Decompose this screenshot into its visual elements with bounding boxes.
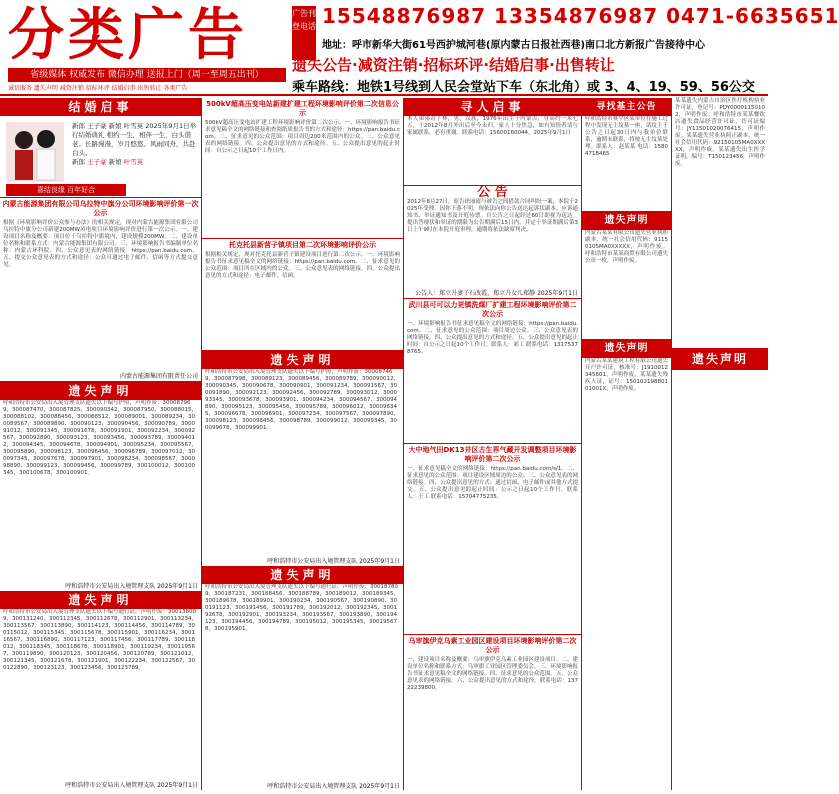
lost-list-1: 呼和浩特市公安局出入境管理支队遗失以下编号护照，声明作废：300087969，300087470，300087825，300090342，300087950，300088015，300088102，300088456，300088512，300089001，300089234，300089567，300089890，300090123，300090456，300090789，300091012，300091345，300091678，300091901，300092234，300092567，300092890，300093123，300093456，300093789，300094012，300094345，300094678，300094901，300095234，300095567，300095890，300096123，300096456，300096789，300097012，300097345，300097678，300097901，300098234，300098567，300098890，300099123，300099456，300099789，300100012，300100345，300100678，300100901。	[3, 400, 197, 476]
groom-name: 王子豪	[87, 158, 107, 166]
env-notice-3-title: 托克托县新营子镇项目第二次环境影响评价公示	[229, 241, 376, 249]
env-notice-3	[202, 239, 403, 351]
public-notice-sign: 公告人：郑立升妻子石改霞，郑立升女儿郑静 2025年9月1日	[404, 287, 581, 299]
lost-sign-4: 呼和浩特市公安局出入境管理支队 2025年9月1日	[267, 783, 400, 790]
lost-header-4: 遗失声明	[202, 566, 403, 584]
lost-header-5: 遗失声明	[582, 212, 671, 230]
grave-notice-body: 呼和浩特市赛罕区某单位在施工过程中发现无主坟墓一座，请坟主于公告之日起30日内与我单位联系，逾期未联系，将按无主坟墓处理。联系人：赵某某 电话：15804718465	[582, 116, 671, 212]
env-notice-4-title: 武川县可可以力更镇洗煤厂扩建工程环境影响评价第二次公示	[408, 301, 577, 318]
hotline-label: 广告刊登电话	[292, 6, 316, 60]
seek-person-body: 本人弟弟奇子林，男，汉族，1976年出生于内蒙古，身高约一米七五，于2012年8月外出后至今未归，家人十分焦急，如有知情者请与家属联系，必有重谢。联系电话：15600160044。2025年9月1日	[404, 116, 581, 186]
wedding-body: 新郎 王子豪 新娘 叶雪英 2025年9月1日举行结婚典礼 相约一生，相伴一生，白头偕老。长路漫漫，岁月悠悠。风雨同舟，共赴白头。	[72, 122, 197, 157]
column-1	[0, 98, 202, 790]
couple-photo	[6, 122, 64, 182]
env-notice-6-title: 乌审旗伊克乌素工业园区建设项目环境影响评价第二次公示	[408, 637, 577, 654]
lost-header-6: 遗失声明	[582, 340, 671, 358]
env-notice-2-body: 500kV超高压变电站扩建工程环境影响评价第二次公示。一、环境影响报告书征求意见稿全文的网络链接和查阅纸质报告书的方式和途径：https://pan.baidu.com。二、征求意见的公众范围：项目周边200米范围内的公众。三、公众意见表的网络链接。四、公众提出意见的方式和途径。五、公众提出意见的起止时间：自公示之日起10个工作日内。	[205, 120, 400, 154]
tagline: 省级媒体 权威发布 微信办理 送报上门（周一至周五出刊）	[8, 68, 286, 82]
column-5	[672, 98, 768, 790]
env-notice-6-body: 一、建设项目名称及概要：乌审旗伊克乌素工业园区建设项目。二、建设单位名称和联系方式：乌审旗工业园区管理委员会。三、环境影响报告书征求意见稿全文的网络链接。四、征求意见的公众范围。五、公众意见表的网络链接。六、公众提出意见的方式和途径。联系电话：13722239800。	[407, 657, 578, 691]
lost-sign-1: 呼和浩特市公安局出入境管理支队 2025年9月1日	[65, 583, 198, 590]
public-notice-body: 2012年8月27日，原告徐丽霞与被告之间借款合同纠纷一案，本院于2025年受理。因你下落不明，现依法向你公告送达起诉状副本、应诉通知书、举证通知书及开庭传票。自公告之日起经过60日即视为送达。提出答辩状和举证的期限为公告期满后15日内，并定于举证期满后第3日上午9时在本院开庭审理，逾期将依法缺席判决。	[407, 199, 578, 233]
masthead	[0, 0, 839, 96]
lost-list-7-top: 某某遗失内蒙古自治区医疗机构执业许可证，登记号：PDY00001150102，声明作废。呼和浩特市某某餐饮店遗失食品经营许可证，许可证编号：JY11501020076415，声明作废。某某遗失营业执照正副本，统一社会信用代码：92150105MA0XXXXX，声明作废。某某遗失出生医学证明，编号：T150123456，声明作废。	[675, 98, 765, 167]
lost-list-6: 内蒙古某某建筑工程有限公司遗失开户许可证，核准号：J1910012345601，声明作废。某某遗失残疾人证，证号：15010219880101001X，声明作废。	[585, 358, 668, 392]
env-notice-3-body: 根据相关规定，现对托克托县新营子镇建设项目进行第二次公示。一、环境影响报告书征求意见稿全文的网络链接：https://pan.baidu.com。二、征求意见的公众范围：项目所在区域内的公众。三、公众意见表的网络链接。四、公众提出意见的方式和途径：电子邮件、信函。	[205, 252, 400, 279]
public-notice-title: 公 告	[477, 185, 508, 200]
lost-sign-3: 呼和浩特市公安局出入境管理支队 2025年9月1日	[267, 558, 400, 565]
env-notice-4-body: 一、环境影响报告书征求意见稿全文的网络链接：https://pan.baidu.com。二、征求意见的公众范围：项目周边公众。三、公众意见表的网络链接。四、公众提出意见的方式和途径。五、公众提出意见的起止时间：自公示之日起10个工作日。联系人：刘工 联系电话：13175378765。	[407, 321, 578, 355]
env-notice-5-body: 一、征求意见稿全文的网络链接：https://pan.baidu.com/s/1。二、征求意见的公众范围：项目建设区域周边的公众。三、公众意见表的网络链接。四、公众提出意见的方式：通过信函、电子邮件或其他方式提交。五、公众提出意见的起止时间：公示之日起10个工作日。联系人：王工 联系电话：15704775235。	[407, 466, 578, 500]
env-notice-1-body: 根据《环境影响评价公众参与办法》的相关规定，现对内蒙古能源集团有限公司乌拉特中旗分公司新建200MW风电项目环境影响评价进行第一次公示。一、建设项目名称及概要：项目位于乌拉特中旗境内，建设规模200MW。二、建设单位名称和联系方式：内蒙古能源集团有限公司。三、环境影响报告书编制单位名称：内蒙古环科院。四、公众意见表的网络链接：https://pan.baidu.com。五、提交公众意见表的方式和途径：公众可通过电子邮件、信函等方式提交意见。	[3, 220, 198, 268]
bus-route: 乘车路线：地铁1号线到人民会堂站下车（东北角）或 3、4、19、59、56公交	[292, 80, 755, 95]
wedding-text: 新郎 王子豪 新娘 叶雪英 2025年9月1日举行结婚典礼 相约一生，相伴一生，白头偕老。长路漫漫，岁月悠悠。风雨同舟，共赴白头。 新郎 王子豪 新娘 叶雪英	[72, 122, 197, 166]
lost-list-5: 内蒙古某某有限公司遗失营业执照副本，统一社会信用代码：91150105MA0XXXXX，声明作废。呼和浩特市某某商贸有限公司遗失公章一枚，声明作废。	[582, 230, 671, 340]
env-notice-1	[0, 198, 201, 382]
brand-title: 分类广告	[8, 3, 248, 68]
env-notice-1-sign: 内蒙古能源集团有限责任公司	[119, 373, 198, 380]
slogan: 遗失公告·减资注销·招标环评·结婚启事·出售转让	[292, 56, 615, 74]
lost-list-2: 呼和浩特市公安局出入境管理支队遗失以下编号通行证，声明作废：300138009，300131240，300112345，300112678，300112901，300113234，300113567，300113890，300114123，300114456，300114789，300115012，300115345，300115678，300115901，300116234，300116567，300116890，300117123，300117456，300117789，300118012，300118345，300118678，300118901，300119234，300119567，300119890，300120123，300120456，300120789，300121012，300121345，300121678，300121901，300122234，300122567，300122890，300123123，300123456，300123789。	[3, 609, 197, 671]
subline: 诚信服务 遗失声明 减资注销 招标环评 结婚启事 出售转让 各类广告	[8, 85, 188, 92]
env-notice-4	[404, 299, 581, 444]
wedding-wish: 喜结良缘 百年好合	[6, 184, 126, 196]
env-notice-5-title: 大中地气田DK13井区古生界气藏开发调整项目环境影响评价第二次公示	[408, 446, 577, 463]
wedding-announcement	[0, 116, 201, 198]
column-2	[202, 98, 404, 790]
lost-sign-2: 呼和浩特市公安局出入境管理支队 2025年9月1日	[65, 782, 198, 789]
lost-header-1: 遗失声明	[0, 382, 201, 400]
seek-person-header: 寻人启事	[404, 98, 581, 116]
lost-list-3: 呼和浩特市公安局出入境管理支队遗失以下编号护照，声明作废：300087469，300087998，300089123，300089456，300089789，300090012，300090345，300090678，300090901，300091234，300091567，300091890，300092123，300092456，300092789，300093012，300093345，300093678，300093901，300094234，300094567，300094890，300095123，300095456，300095789，300096012，300096345，300096678，300096901，300097234，300097567，300097890，300098123，300098456，300098789，300099012，300099345，300099678，300099901。	[205, 369, 399, 431]
lost-header-3: 遗失声明	[202, 351, 403, 369]
column-4	[582, 98, 672, 790]
env-notice-6	[404, 635, 581, 777]
bride-name: 叶雪英	[123, 158, 144, 166]
column-3	[404, 98, 582, 790]
env-notice-5	[404, 444, 581, 635]
lost-list-4: 呼和浩特市公安局出入境管理支队遗失以下编号通行证，声明作废：300187809，300187231，300188456，300188789，300189012，300189345，300189678，300189901，300190234，300190567，300190890，300191123，300191456，300191789，300192012，300192345，300192678，300192901，300193234，300193567，300193890，300194123，300194456，300194789，300195012，300195345，300195678，300195901。	[205, 584, 399, 632]
env-notice-1-title: 内蒙古能源集团有限公司乌拉特中旗分公司环境影响评价第一次公示	[2, 200, 199, 217]
phone-numbers: 15548876987 13354876987 0471-6635651	[322, 4, 839, 28]
lost-header-2: 遗失声明	[0, 591, 201, 609]
env-notice-2	[202, 98, 403, 239]
env-notice-2-title: 500kV超高压变电站新建扩建工程环境影响评价第二次信息公示	[206, 100, 399, 117]
wedding-header: 结婚启事	[0, 98, 201, 116]
grave-notice-header: 寻找基主公告	[582, 98, 671, 116]
address: 地址：呼市新华大街61号西护城河巷(原内蒙古日报社西巷)南口北方新报广告接待中心	[322, 40, 706, 51]
lost-header-7: 遗失声明	[672, 348, 768, 370]
